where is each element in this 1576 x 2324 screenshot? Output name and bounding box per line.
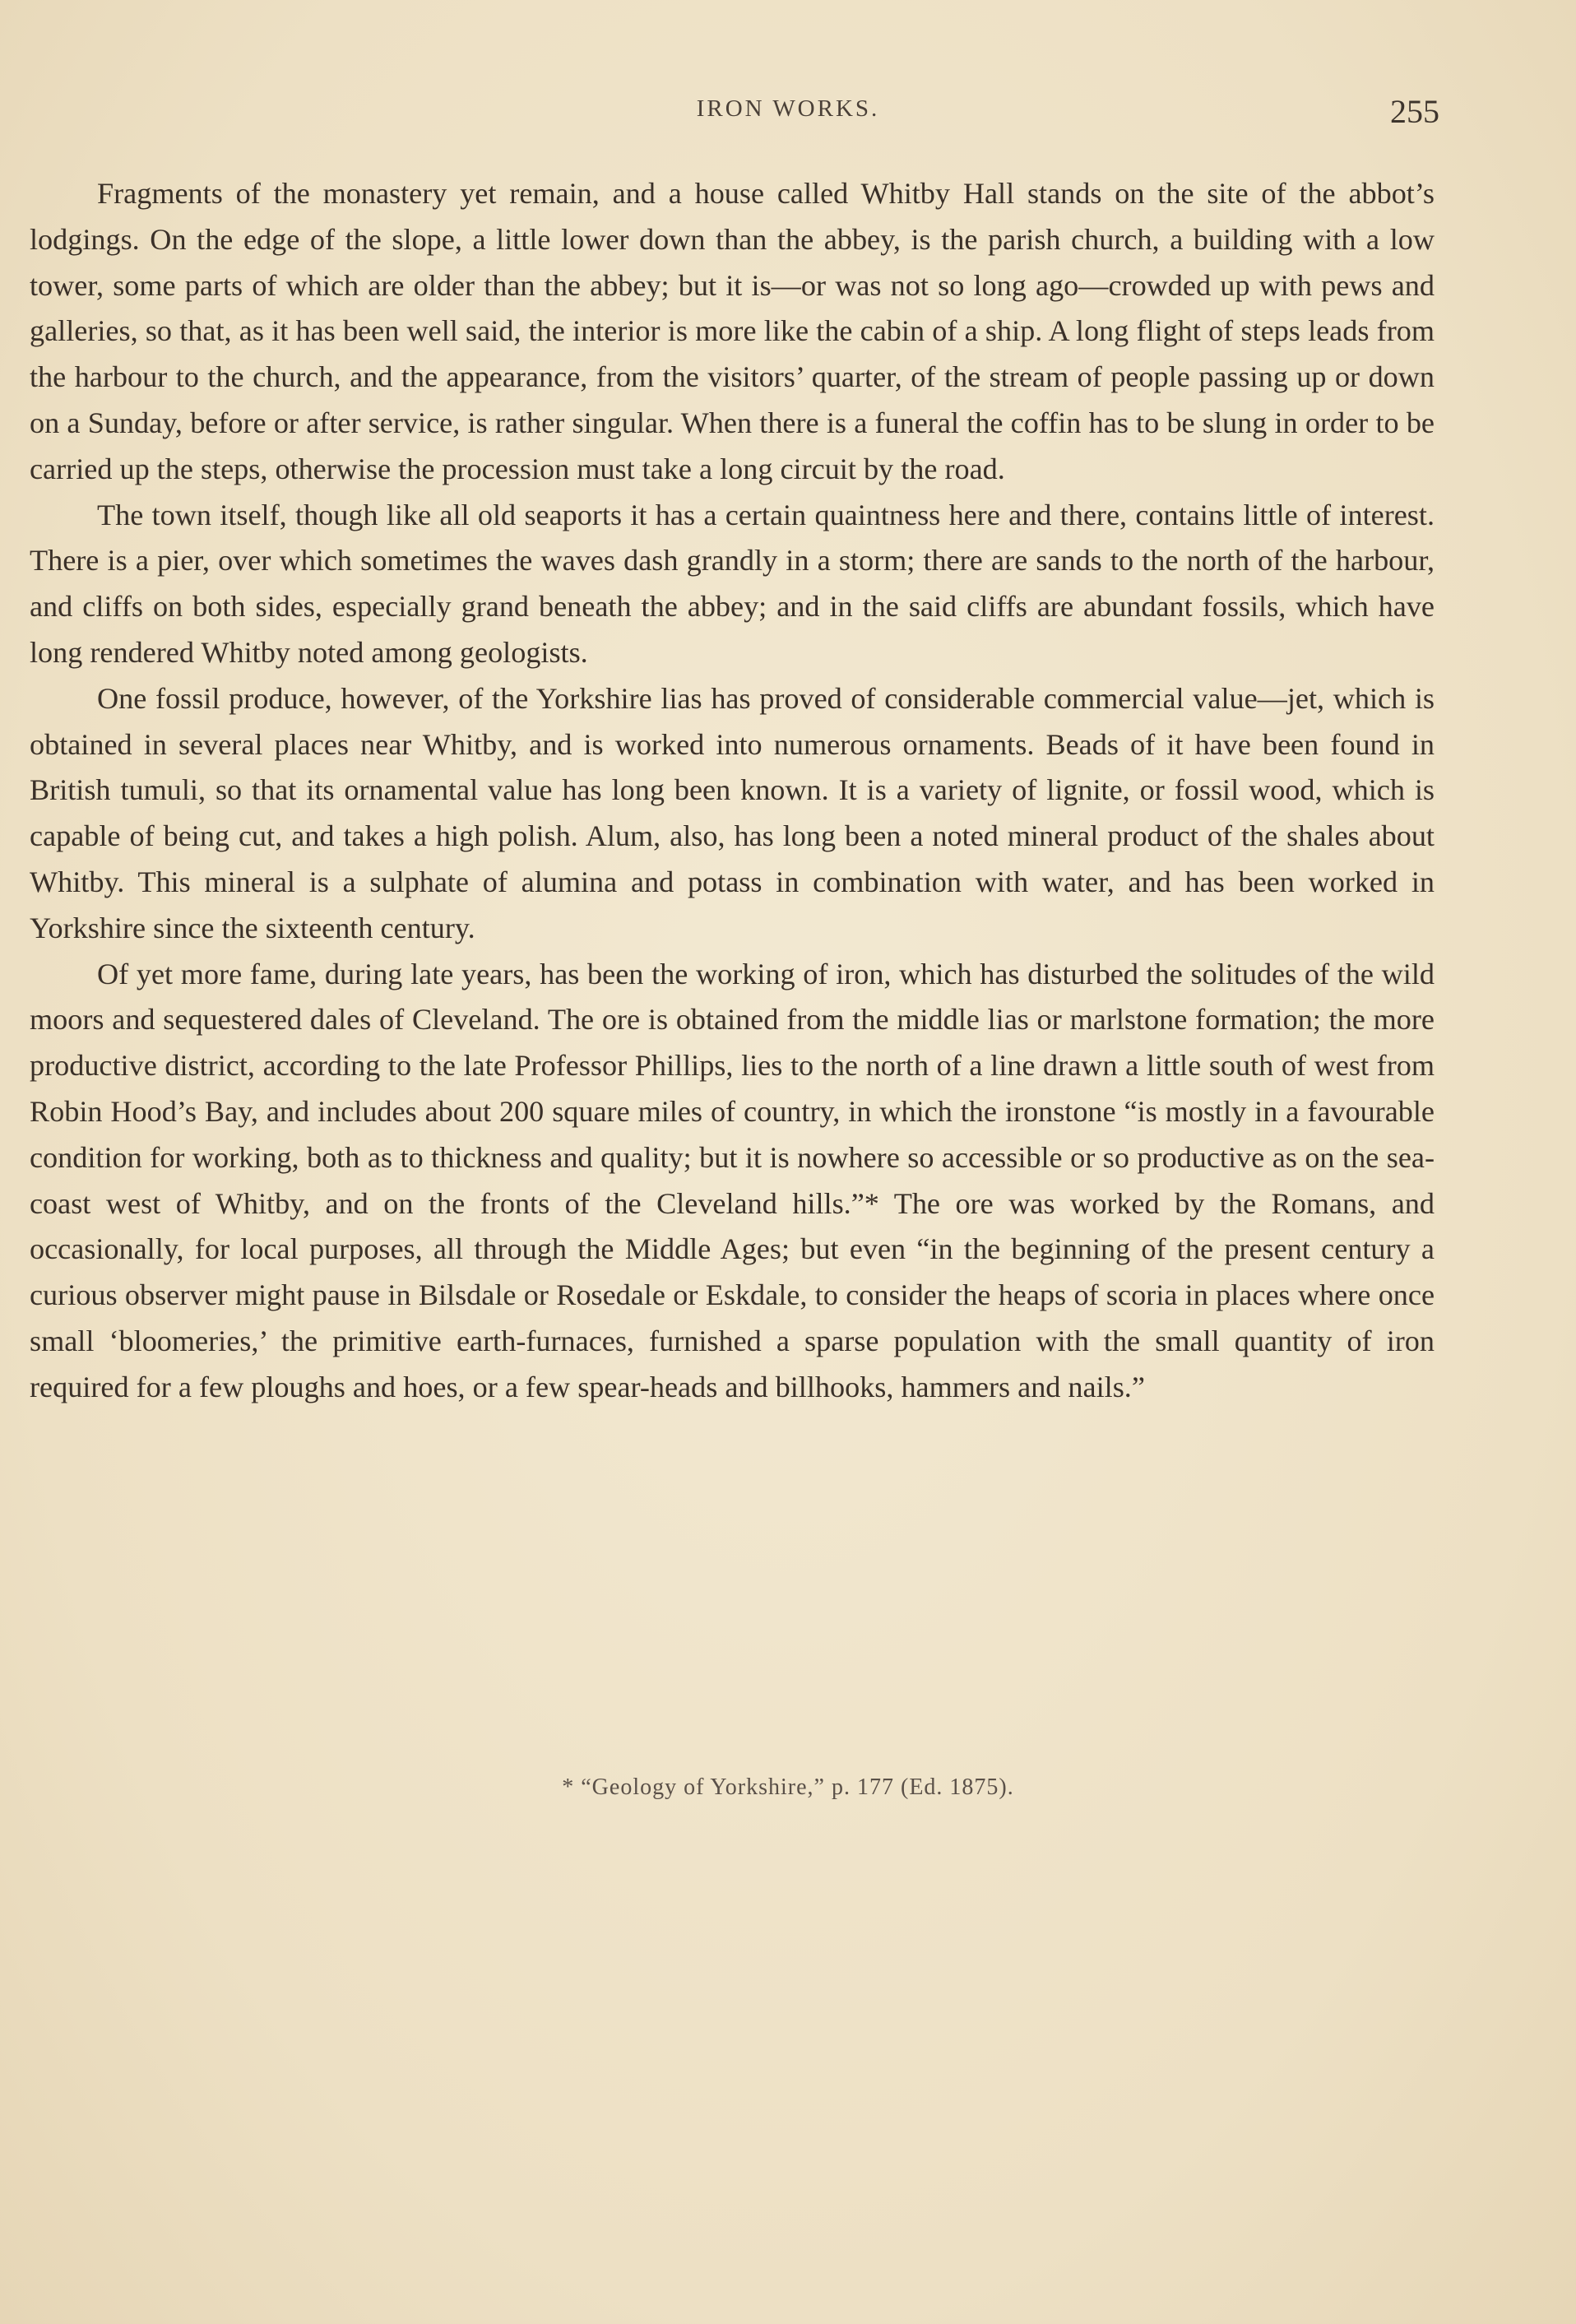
running-title: IRON WORKS. [696,95,880,122]
page-number: 255 [1390,93,1439,130]
running-head [0,92,1576,130]
paragraph-2: The town itself, though like all old seaports it has a certain quaintness here and there, contains little of interest. There is a pier, over which sometimes the waves dash grandly in a storm; there are sands to the north of the harbour, and cliffs on both sides, especially grand beneath the abbey; and in the said cliffs are abundant fossils, which have long rendered Whitby noted among geologists. [30,498,1435,669]
footnote: * “Geology of Yorkshire,” p. 177 (Ed. 1875). [562,1774,1014,1800]
paragraph-1: Fragments of the monastery yet remain, and a house called Whitby Hall stands on the site of the abbot’s lodgings. On the edge of the slope, a little lower down than the abbey, is the parish church, a building with a low tower, some parts of which are older than the abbey; but it is—or was not so long ago—crowded up with pews and galleries, so that, as it has been well said, the interior is more like the cabin of a ship. A long flight of steps leads from the harbour to the church, and the appearance, from the visitors’ quarter, of the stream of people passing up or down on a Sunday, before or after service, is rather singular. When there is a funeral the coffin has to be slung in order to be carried up the steps, otherwise the procession must take a long circuit by the road. [30,177,1435,485]
paragraph-4: Of yet more fame, during late years, has been the working of iron, which has disturbed the solitudes of the wild moors and sequestered dales of Cleveland. The ore is obtained from the middle lias or marlstone formation; the more productive district, according to the late Professor Phillips, lies to the north of a line drawn a little south of west from Robin Hood’s Bay, and includes about 200 square miles of country, in which the ironstone “is mostly in a favourable condition for working, both as to thickness and quality; but it is nowhere so accessible or so productive as on the sea-coast west of Whitby, and on the fronts of the Cleveland hills.”* The ore was worked by the Romans, and occasionally, for local purposes, all through the Middle Ages; but even “in the beginning of the present century a curious observer might pause in Bilsdale or Rosedale or Eskdale, to consider the heaps of scoria in places where once small ‘bloomeries,’ the primitive earth-furnaces, furnished a sparse population with the small quantity of iron required for a few ploughs and hoes, or a few spear-heads and billhooks, hammers and nails.” [30,957,1435,1403]
body-text [30,171,1435,1411]
paragraph-3: One fossil produce, however, of the Yorkshire lias has proved of considerable commercial value—jet, which is obtained in several places near Whitby, and is worked into numerous ornaments. Beads of it have been found in British tumuli, so that its ornamental value has long been known. It is a variety of lignite, or fossil wood, which is capable of being cut, and takes a high polish. Alum, also, has long been a noted mineral product of the shales about Whitby. This mineral is a sulphate of alumina and potass in combination with water, and has been worked in Yorkshire since the sixteenth century. [30,681,1435,944]
